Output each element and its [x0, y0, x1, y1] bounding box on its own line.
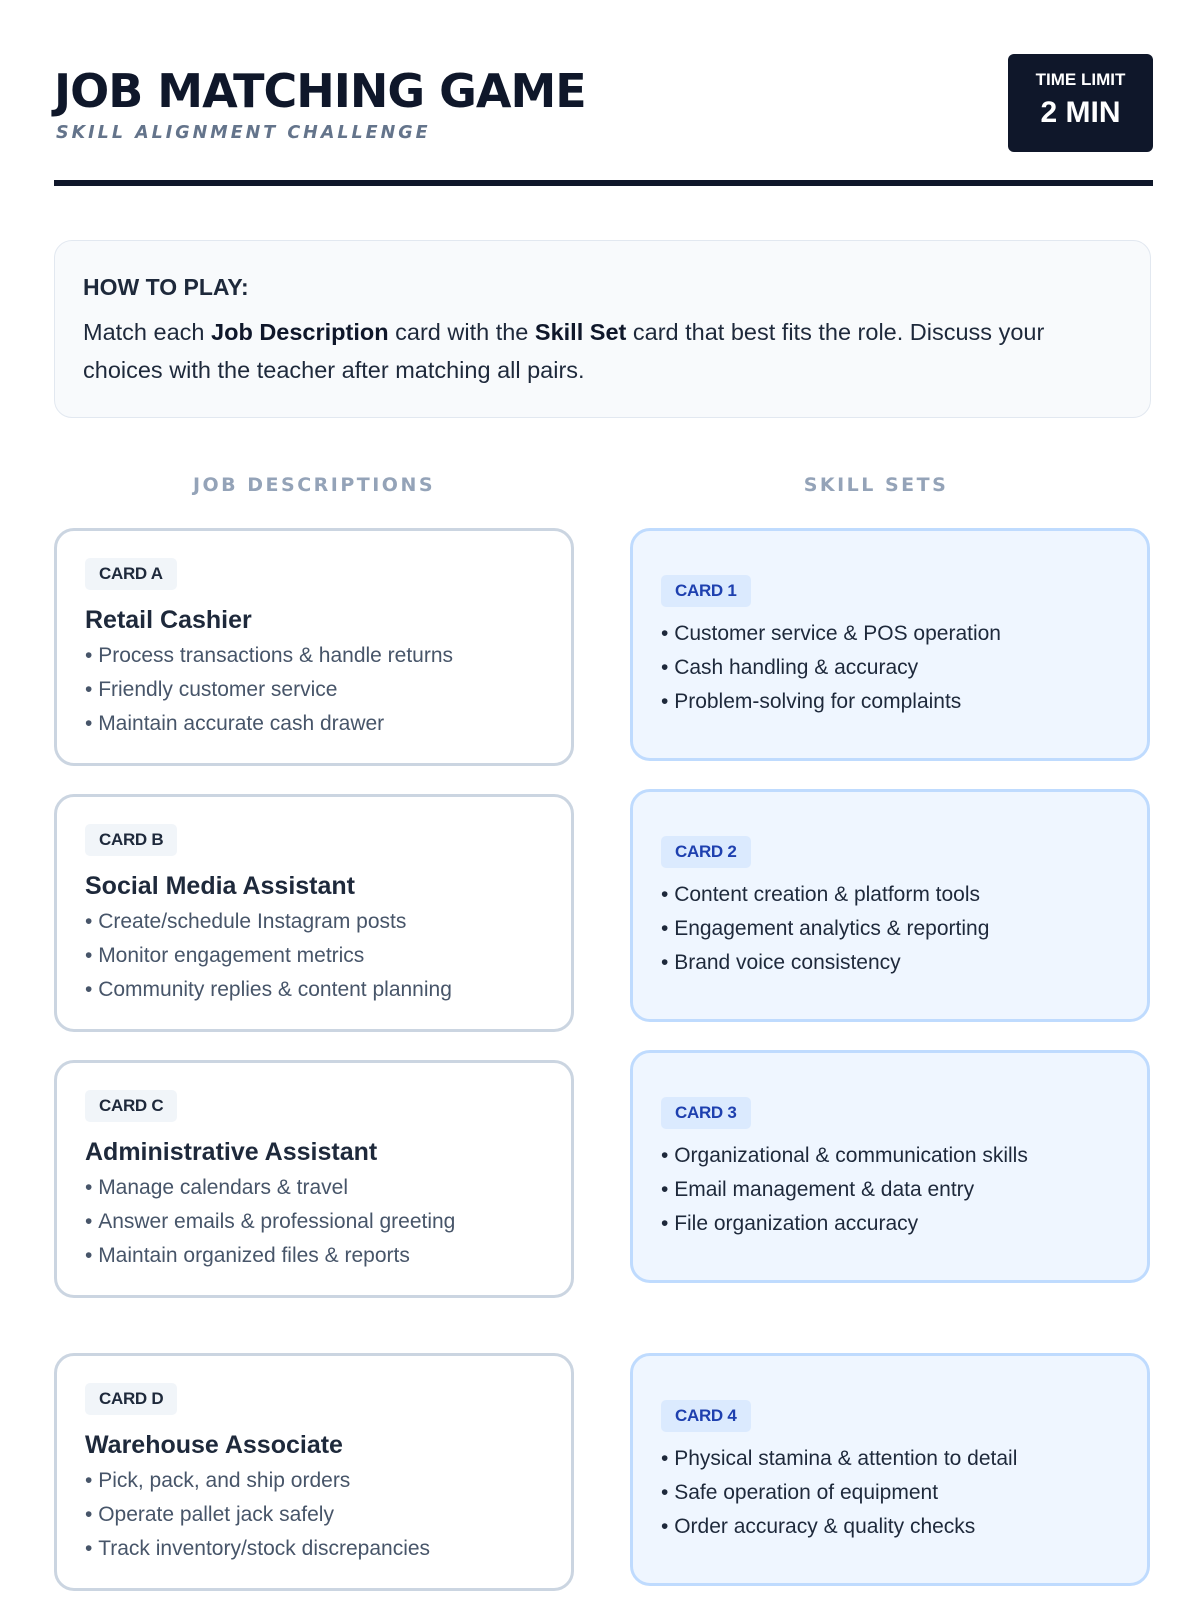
card-badge: CARD 2	[661, 836, 751, 868]
page-subtitle: SKILL ALIGNMENT CHALLENGE	[56, 123, 431, 143]
job-title: Administrative Assistant	[85, 1138, 378, 1166]
list-item: • Friendly customer service	[85, 673, 453, 707]
time-limit-label: TIME LIMIT	[1035, 70, 1126, 89]
list-item: • Safe operation of equipment	[661, 1476, 1017, 1510]
skill-list	[661, 878, 989, 980]
card-badge: CARD 3	[661, 1097, 751, 1129]
game-sheet	[54, 0, 1153, 1600]
header	[54, 52, 1153, 186]
job-descriptions-heading: JOB DESCRIPTIONS	[192, 474, 436, 496]
skill-card-3[interactable]	[630, 1050, 1150, 1283]
skill-card-4[interactable]	[630, 1353, 1150, 1586]
skill-card-1[interactable]	[630, 528, 1150, 761]
card-badge: CARD D	[85, 1383, 177, 1415]
job-card-a[interactable]	[54, 528, 574, 766]
list-item: • Answer emails & professional greeting	[85, 1205, 455, 1239]
time-limit-value: 2 MIN	[1040, 96, 1121, 129]
page-title: JOB MATCHING GAME	[54, 64, 586, 118]
skill-list	[661, 1442, 1017, 1544]
list-item: • File organization accuracy	[661, 1207, 1028, 1241]
header-divider	[54, 180, 1153, 186]
list-item: • Brand voice consistency	[661, 946, 989, 980]
job-card-c[interactable]	[54, 1060, 574, 1298]
job-card-d[interactable]	[54, 1353, 574, 1591]
list-item: • Physical stamina & attention to detail	[661, 1442, 1017, 1476]
job-title: Social Media Assistant	[85, 872, 355, 900]
list-item: • Cash handling & accuracy	[661, 651, 1001, 685]
list-item: • Customer service & POS operation	[661, 617, 1001, 651]
card-badge: CARD A	[85, 558, 177, 590]
card-badge: CARD 4	[661, 1400, 751, 1432]
job-duties-list	[85, 639, 453, 741]
job-duties-list	[85, 1464, 430, 1566]
how-to-play-heading: HOW TO PLAY:	[83, 274, 249, 300]
skill-sets-heading: SKILL SETS	[803, 474, 949, 496]
how-to-play-text: Match each Job Description card with the Skill Set card that best fits the role. Discuss your choices with the teacher after matching all pairs.	[83, 319, 1045, 383]
list-item: • Create/schedule Instagram posts	[85, 905, 452, 939]
list-item: • Maintain organized files & reports	[85, 1239, 455, 1273]
skill-list	[661, 1139, 1028, 1241]
job-duties-list	[85, 905, 452, 1007]
how-to-play-panel	[54, 240, 1151, 418]
list-item: • Manage calendars & travel	[85, 1171, 455, 1205]
time-limit-badge	[1008, 54, 1153, 152]
job-card-b[interactable]	[54, 794, 574, 1032]
job-duties-list	[85, 1171, 455, 1273]
list-item: • Organizational & communication skills	[661, 1139, 1028, 1173]
skill-card-2[interactable]	[630, 789, 1150, 1022]
job-title: Warehouse Associate	[85, 1431, 343, 1459]
card-badge: CARD 1	[661, 575, 751, 607]
skill-list	[661, 617, 1001, 719]
list-item: • Engagement analytics & reporting	[661, 912, 989, 946]
list-item: • Order accuracy & quality checks	[661, 1510, 1017, 1544]
job-title: Retail Cashier	[85, 606, 252, 634]
list-item: • Pick, pack, and ship orders	[85, 1464, 430, 1498]
list-item: • Operate pallet jack safely	[85, 1498, 430, 1532]
list-item: • Monitor engagement metrics	[85, 939, 452, 973]
card-badge: CARD C	[85, 1090, 177, 1122]
list-item: • Problem-solving for complaints	[661, 685, 1001, 719]
list-item: • Community replies & content planning	[85, 973, 452, 1007]
list-item: • Track inventory/stock discrepancies	[85, 1532, 430, 1566]
list-item: • Email management & data entry	[661, 1173, 1028, 1207]
list-item: • Maintain accurate cash drawer	[85, 707, 453, 741]
card-badge: CARD B	[85, 824, 177, 856]
list-item: • Content creation & platform tools	[661, 878, 989, 912]
list-item: • Process transactions & handle returns	[85, 639, 453, 673]
